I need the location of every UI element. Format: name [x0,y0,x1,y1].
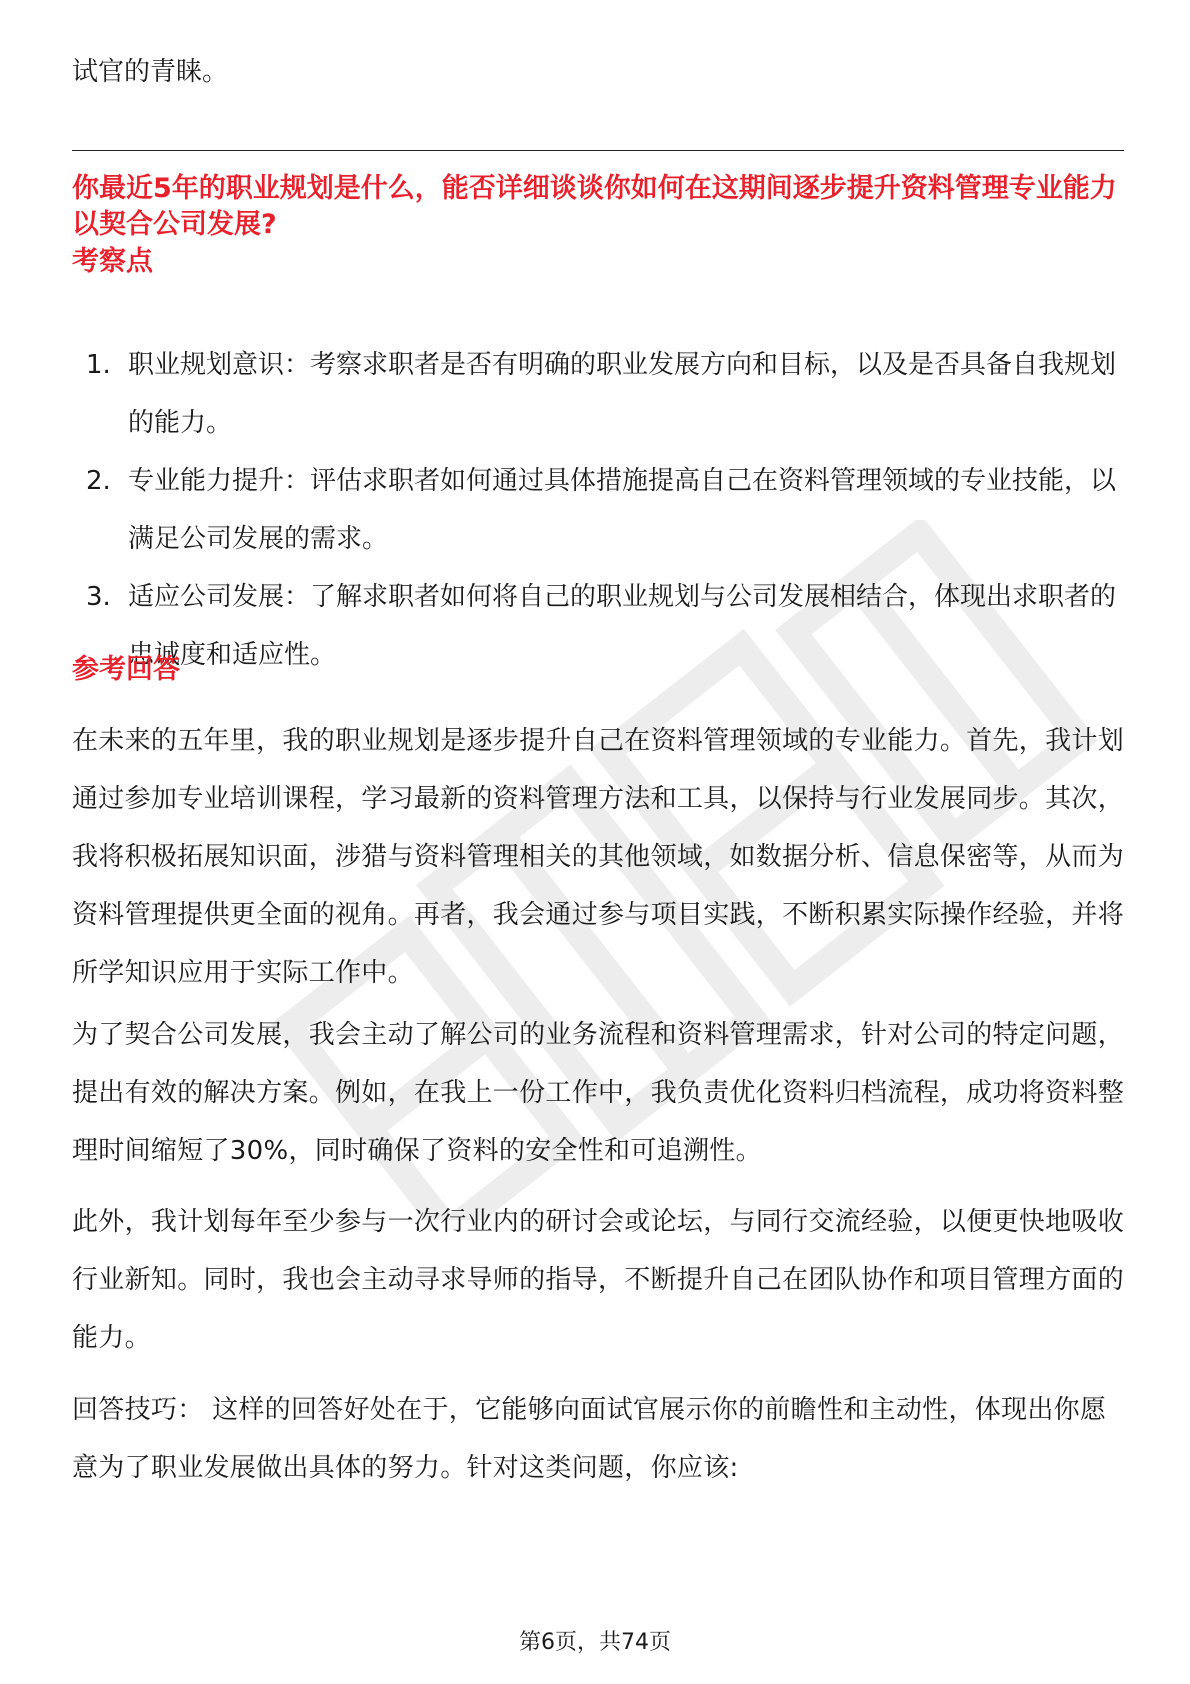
key-point-number: 2. [86,466,111,496]
answer-paragraph: 此外，我计划每年至少参与一次行业内的研讨会或论坛，与同行交流经验，以便更快地吸收行业新知。同时，我也会主动寻求导师的指导，不断提升自己在团队协作和项目管理方面的能力。 [72,1207,1125,1353]
answer-paragraph: 为了契合公司发展，我会主动了解公司的业务流程和资料管理需求，针对公司的特定问题，提出有效的解决方案。例如，在我上一份工作中，我负责优化资料归档流程，成功将资料整理时间缩短了30%，同时确保了资料的安全性和可追溯性。 [72,1020,1125,1166]
key-point-item [72,336,1124,452]
key-point-text: 适应公司发展：了解求职者如何将自己的职业规划与公司发展相结合，体现出求职者的忠诚度和适应性。 [128,582,1117,670]
key-point-item [72,568,1124,684]
key-point-text: 专业能力提升：评估求职者如何通过具体措施提高自己在资料管理领域的专业技能，以满足公司发展的需求。 [128,466,1117,554]
previous-paragraph-tail: 试官的青睐。 [72,57,229,87]
key-point-number: 3. [86,582,111,612]
key-points-title: 考察点 [72,246,153,277]
section-divider [72,150,1124,151]
key-point-item [72,452,1124,568]
key-point-text: 职业规划意识：考察求职者是否有明确的职业发展方向和目标，以及是否具备自我规划的能力。 [128,350,1117,438]
question-heading: 你最近5年的职业规划是什么，能否详细谈谈你如何在这期间逐步提升资料管理专业能力以契合公司发展? [72,173,1117,240]
answer-paragraph: 在未来的五年里，我的职业规划是逐步提升自己在资料管理领域的专业能力。首先，我计划通过参加专业培训课程，学习最新的资料管理方法和工具，以保持与行业发展同步。其次，我将积极拓展知识面，涉猎与资料管理相关的其他领域，如数据分析、信息保密等，从而为资料管理提供更全面的视角。再者，我会通过参与项目实践，不断积累实际操作经验，并将所学知识应用于实际工作中。 [72,726,1125,988]
answer-tips-paragraph: 回答技巧： 这样的回答好处在于，它能够向面试官展示你的前瞻性和主动性，体现出你愿意为了职业发展做出具体的努力。针对这类问题，你应该: [72,1395,1107,1483]
key-point-number: 1. [86,350,111,380]
page-footer: 第6页，共74页 [519,1630,671,1655]
key-points-list [72,336,1124,684]
reference-answer-title: 参考回答 [72,654,180,685]
